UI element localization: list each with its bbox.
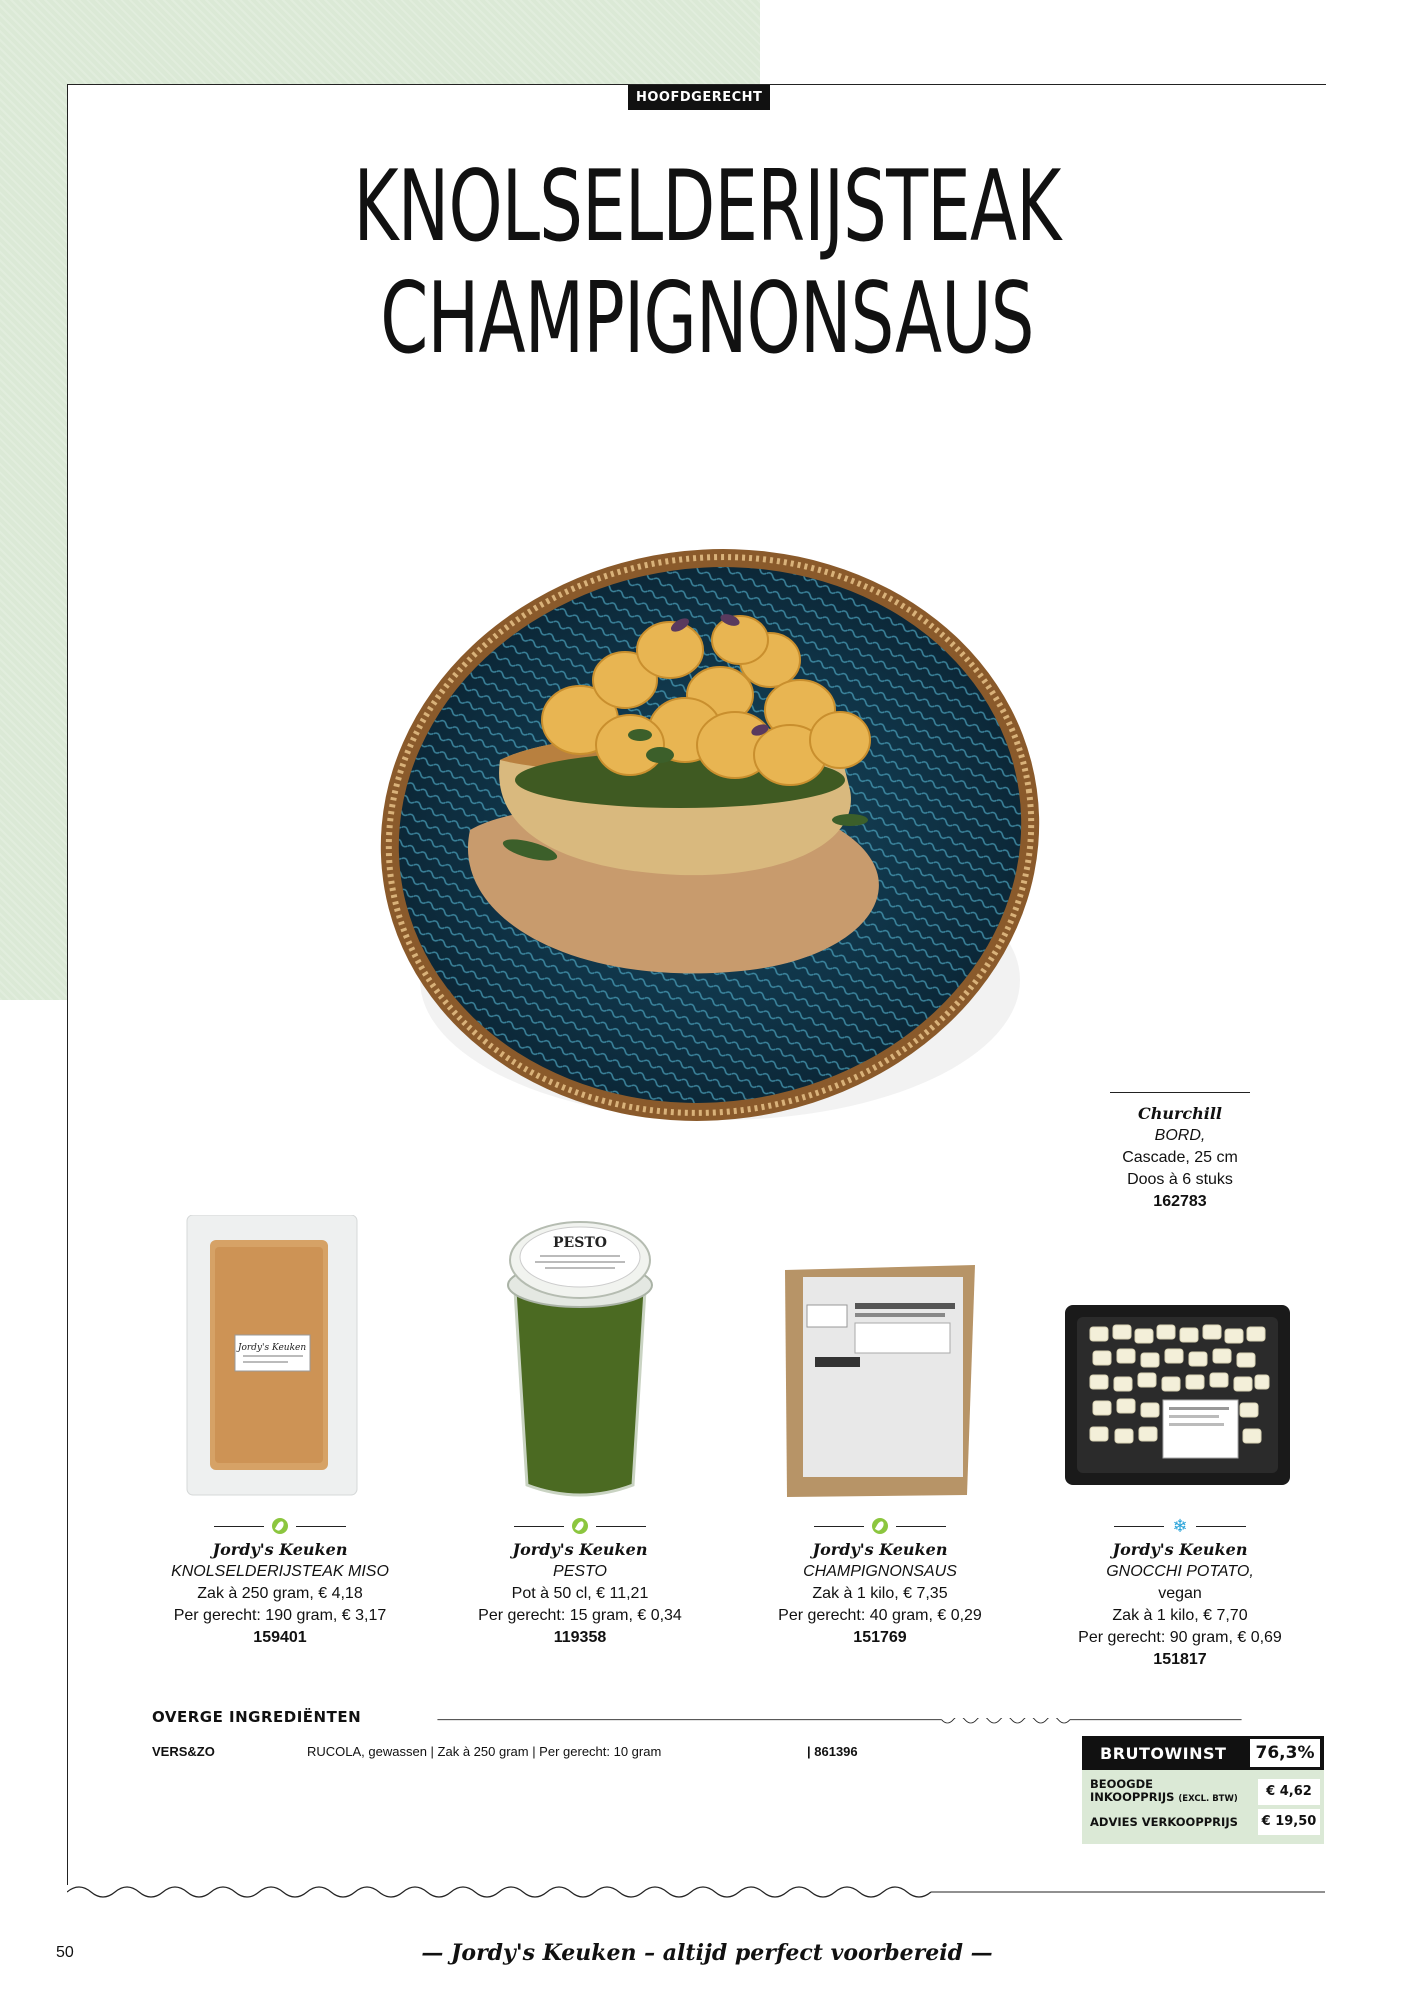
product-extra: vegan [1158, 1585, 1202, 1602]
heading-rule [357, 1718, 1322, 1728]
product-image-celeriac-steak [135, 1215, 425, 1515]
product-image-pesto [435, 1215, 725, 1515]
category-badge: HOOFDGERECHT [628, 85, 770, 110]
product-brand: Jordy's Keuken [212, 1540, 348, 1559]
svg-text:Jordy's Keuken: Jordy's Keuken [237, 1343, 307, 1353]
purchase-price-value: € 4,62 [1258, 1779, 1320, 1805]
divider [814, 1526, 864, 1527]
product-info [135, 1515, 425, 1649]
retail-price-value: € 19,50 [1258, 1809, 1320, 1835]
recipe-title-line-2: CHAMPIGNONSAUS [380, 262, 1034, 376]
bottom-wave-rule [67, 1884, 1325, 1900]
retail-price-label: ADVIES VERKOOPPRIJS [1090, 1815, 1238, 1829]
brand-line [735, 1515, 1025, 1537]
snowflake-icon: ❄ [1172, 1516, 1188, 1536]
product-info [735, 1515, 1025, 1649]
product-code: 151769 [853, 1629, 907, 1646]
product-image-mushroom-sauce [735, 1215, 1025, 1515]
product-name: GNOCCHI POTATO, [1106, 1563, 1254, 1580]
other-ingredients-heading: OVERGE INGREDIËNTEN [152, 1708, 362, 1726]
product-name: KNOLSELDERIJSTEAK MISO [171, 1563, 389, 1580]
ingredient-supplier: VERS&ZO [152, 1744, 215, 1759]
caption-rule [1110, 1092, 1250, 1093]
divider [596, 1526, 646, 1527]
brand-line [435, 1515, 725, 1537]
divider [1196, 1526, 1246, 1527]
footer-tagline: — Jordy's Keuken – altijd perfect voorbereid — [421, 1940, 993, 1966]
product-code: 151817 [1153, 1651, 1207, 1668]
divider [514, 1526, 564, 1527]
purchase-price-label [1090, 1778, 1238, 1806]
product-image-gnocchi [1035, 1215, 1325, 1515]
profit-header [1082, 1736, 1324, 1770]
divider [296, 1526, 346, 1527]
product-brand: Jordy's Keuken [1112, 1540, 1248, 1559]
plate-name: Cascade, 25 cm [1122, 1149, 1238, 1166]
purchase-note: (EXCL. BTW) [1178, 1794, 1238, 1804]
product-card [1035, 1215, 1325, 1675]
product-info [435, 1515, 725, 1649]
purchase-label-line-2: INKOOPPRIJS [1090, 1790, 1175, 1804]
product-info [1035, 1515, 1325, 1671]
product-pack: Zak à 1 kilo, € 7,35 [812, 1585, 948, 1602]
product-card [735, 1215, 1025, 1675]
plate-pack: Doos à 6 stuks [1127, 1171, 1233, 1188]
profit-label: BRUTOWINST [1100, 1744, 1227, 1763]
leaf-icon [572, 1518, 588, 1534]
product-brand: Jordy's Keuken [812, 1540, 948, 1559]
profit-percent: 76,3% [1250, 1739, 1320, 1767]
leaf-icon [872, 1518, 888, 1534]
page-number: 50 [56, 1944, 74, 1961]
product-card [135, 1215, 425, 1675]
product-pack: Zak à 250 gram, € 4,18 [197, 1585, 363, 1602]
ingredient-code: | 861396 [807, 1744, 858, 1759]
product-pack: Zak à 1 kilo, € 7,70 [1112, 1607, 1248, 1624]
product-pack: Pot à 50 cl, € 11,21 [511, 1585, 649, 1602]
plate-type: BORD, [1154, 1127, 1206, 1144]
product-per-dish: Per gerecht: 15 gram, € 0,34 [478, 1607, 682, 1624]
purchase-label-line-1: BEOOGDE [1090, 1777, 1154, 1791]
product-per-dish: Per gerecht: 40 gram, € 0,29 [778, 1607, 982, 1624]
pesto-lid-label: PESTO [553, 1235, 607, 1251]
divider [896, 1526, 946, 1527]
product-code: 119358 [553, 1629, 607, 1646]
divider [214, 1526, 264, 1527]
product-per-dish: Per gerecht: 90 gram, € 0,69 [1078, 1629, 1282, 1646]
product-per-dish: Per gerecht: 190 gram, € 3,17 [173, 1607, 387, 1624]
brand-line [1035, 1515, 1325, 1537]
profit-box [1082, 1736, 1324, 1844]
plate-caption [1080, 1092, 1280, 1213]
leaf-icon [272, 1518, 288, 1534]
divider [1114, 1526, 1164, 1527]
product-list [135, 1215, 1335, 1675]
ingredient-description: RUCOLA, gewassen | Zak à 250 gram | Per gerecht: 10 gram [307, 1744, 662, 1759]
plate-code: 162783 [1153, 1193, 1207, 1210]
dish-photo [280, 500, 1130, 1170]
plate-brand: Churchill [1137, 1104, 1223, 1123]
product-card [435, 1215, 725, 1675]
recipe-title-line-1: KNOLSELDERIJSTEAK [353, 150, 1061, 264]
product-name: PESTO [553, 1563, 607, 1580]
product-brand: Jordy's Keuken [512, 1540, 648, 1559]
product-name: CHAMPIGNONSAUS [803, 1563, 957, 1580]
product-code: 159401 [253, 1629, 307, 1646]
brand-line [135, 1515, 425, 1537]
